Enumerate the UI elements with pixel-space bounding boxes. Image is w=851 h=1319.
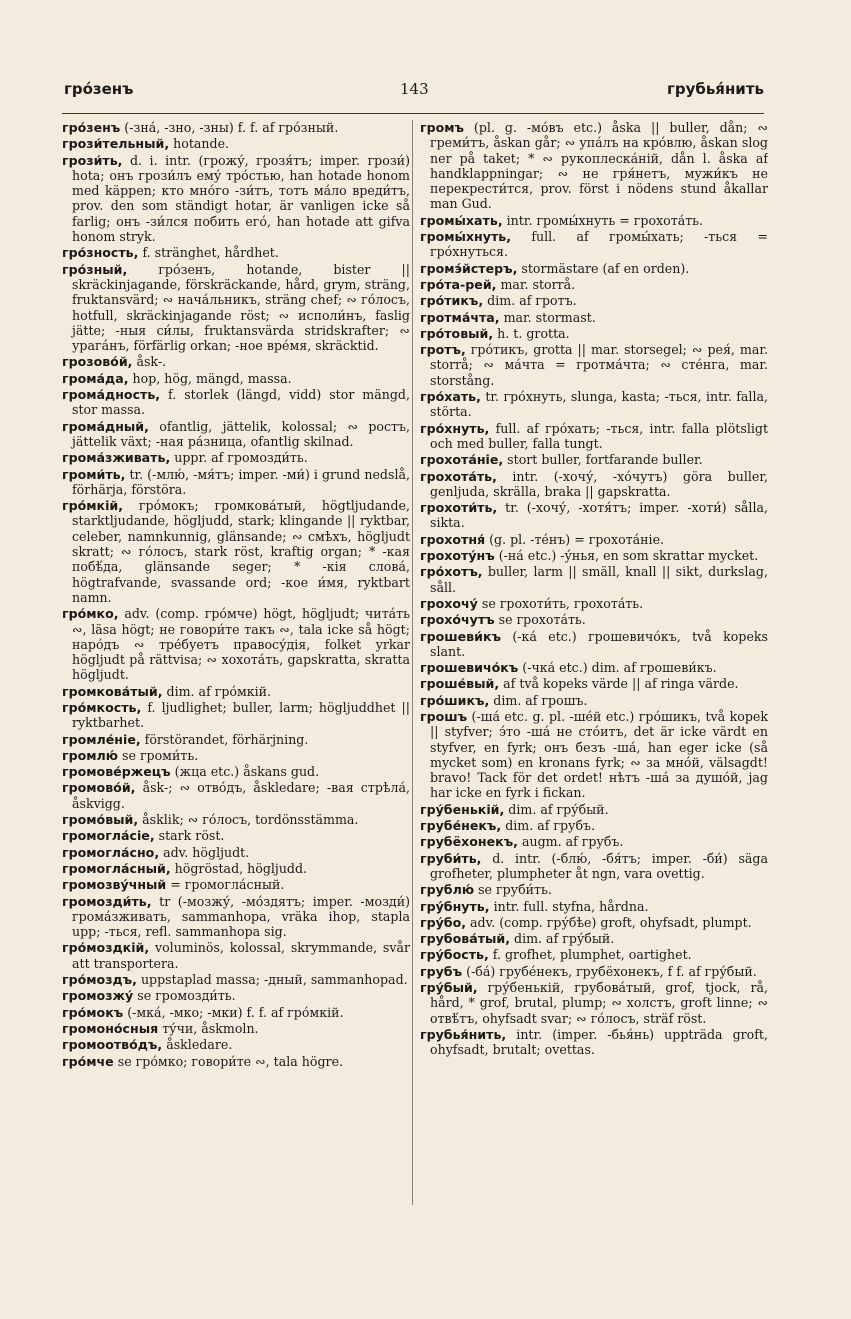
entry-definition: (жца etc.) åskans gud.	[170, 764, 320, 780]
dictionary-entry	[62, 262, 410, 354]
entry-headword: гру́бо,	[420, 914, 467, 930]
entry-headword: гротъ,	[420, 342, 466, 358]
header-left-guideword: гро́зенъ	[64, 80, 134, 98]
entry-definition: гру́бенькій, грубова́тый, grof, tjock, rå, hård, * grof, brutal, plump; ∾ холстъ, groft linne; ∾ отвѣ́тъ, ohyfsadt svar; ∾ го́лосъ, sträf röst.	[430, 980, 768, 1026]
entry-headword: грома́дность,	[62, 387, 161, 403]
dictionary-entry	[62, 861, 410, 876]
entry-headword: громлю́	[62, 747, 119, 763]
entry-definition: (-на́ etc.) -у́нья, en som skrattar mycket.	[494, 548, 759, 564]
entry-headword: громы́хнуть,	[420, 229, 512, 245]
entry-headword: грохочу́	[420, 595, 478, 611]
dictionary-entry	[62, 894, 410, 940]
entry-definition: högröstad, högljudd.	[170, 860, 308, 876]
dictionary-entry	[62, 1005, 410, 1020]
header-right-guideword: грубья́нить	[667, 80, 764, 98]
dictionary-entry	[62, 387, 410, 418]
dictionary-entry	[420, 500, 768, 531]
entry-definition: = громогла́сный.	[166, 877, 285, 893]
entry-definition: full. af громы́хать; -ться = гро́хнуться.	[430, 229, 768, 260]
entry-definition: f. storlek (längd, vidd) stor mängd, stor massa.	[72, 387, 410, 418]
dictionary-entry	[62, 845, 410, 860]
entry-definition: tr. гро́хнуть, slunga, kasta; -ться, intr. falla, störta.	[430, 389, 768, 420]
entry-definition: hop, hög, mängd, massa.	[128, 370, 292, 386]
entry-headword: грошевичо́къ	[420, 660, 519, 676]
entry-definition: (-ба́) грубе́некъ, грубёхонекъ, f f. af гру́бый.	[462, 963, 757, 979]
entry-definition: full. af гро́хать; -ться, intr. falla plötsligt och med buller, falla tungt.	[430, 420, 768, 451]
dictionary-entry	[62, 780, 410, 811]
entry-headword: громи́ть,	[62, 466, 126, 482]
dictionary-entry	[62, 748, 410, 763]
entry-definition: adv. (comp. гро́мче) högt, högljudt; чита́ть ∾, läsa högt; не говори́те такъ ∾, tala icke så högt; наро́дъ ∾ тре́буетъ правосу́дія, folket yrkar högljudt på rättvisa; ∾ хохота́ть, gapskratta, skratta högljudt.	[72, 606, 410, 683]
right-column	[420, 120, 768, 1205]
entry-definition: se громи́ть.	[118, 747, 199, 763]
dictionary-entry	[62, 419, 410, 450]
entry-definition: hotande.	[169, 136, 230, 152]
page-header	[64, 80, 764, 106]
entry-headword: гро́моздъ,	[62, 972, 137, 988]
dictionary-entry	[62, 371, 410, 386]
dictionary-entry	[420, 818, 768, 833]
entry-headword: громъ	[420, 120, 465, 135]
dictionary-entry	[420, 229, 768, 260]
entry-definition: voluminös, kolossal, skrymmande, svår att transportera.	[72, 940, 410, 971]
entry-definition: adv. högljudt.	[159, 844, 250, 860]
dictionary-entry	[420, 548, 768, 563]
left-column	[62, 120, 410, 1205]
entry-headword: грози́тельный,	[62, 136, 170, 152]
dictionary-entry	[62, 940, 410, 971]
dictionary-entry	[420, 676, 768, 691]
entry-headword: громозди́ть,	[62, 893, 152, 909]
dictionary-entry	[420, 802, 768, 817]
entry-definition: se грохота́ть.	[494, 612, 586, 628]
dictionary-entry	[420, 469, 768, 500]
entry-headword: громогла́сіе,	[62, 828, 155, 844]
entry-definition: tr. (-млю́, -мя́тъ; imper. -ми́) i grund nedslå, förhärja, förstöra.	[72, 466, 410, 497]
entry-headword: гро́мко,	[62, 606, 119, 622]
entry-headword: грохота́ть,	[420, 468, 497, 484]
entry-definition: mar. storrå.	[496, 276, 576, 292]
entry-headword: гро́моздкій,	[62, 940, 150, 956]
entry-definition: intr. (-хочу́, -хо́чутъ) göra buller, genljuda, skrälla, braka || gapskratta.	[430, 468, 768, 499]
entry-definition: tr. (-хочу́, -хотя́тъ; imper. -хоти́) sålla, sikta.	[430, 500, 768, 531]
dictionary-entry	[420, 629, 768, 660]
entry-definition: tr (-мозжу́, -мо́здятъ; imper. -мозди́) грома́зживать, sammanhopa, vräka ihop, stapla upp; -ться, refl. sammanhopa sig.	[72, 893, 410, 940]
dictionary-entry	[420, 596, 768, 611]
entry-headword: гро́товый,	[420, 325, 494, 341]
entry-headword: грубъ	[420, 963, 463, 979]
dictionary-entry	[420, 931, 768, 946]
dictionary-entry	[62, 812, 410, 827]
entry-definition: d. intr. (-блю́, -бя́тъ; imper. -би́) säga grofheter, plumpheter åt ngn, vara ovettig.	[430, 850, 768, 881]
entry-definition: uppr. af громозди́ть.	[170, 450, 308, 466]
dictionary-entry	[420, 326, 768, 341]
entry-headword: громкова́тый,	[62, 683, 163, 699]
entry-definition: stark röst.	[154, 828, 225, 844]
dictionary-entry	[420, 899, 768, 914]
entry-definition: intr. громы́хнуть = грохота́ть.	[502, 212, 704, 228]
dictionary-entry	[420, 660, 768, 675]
entry-headword: гру́бый,	[420, 980, 478, 996]
entry-headword: грохота́ніе,	[420, 452, 504, 468]
entry-definition: åsk-; ∾ отво́дъ, åskledare; -вая стрѣла́, åskvigg.	[72, 780, 410, 811]
dictionary-entry	[420, 1027, 768, 1058]
entry-headword: громоно́сныя	[62, 1020, 159, 1036]
entry-definition: se груби́ть.	[474, 882, 552, 898]
dictionary-entry	[62, 1037, 410, 1052]
entry-definition: af två kopeks värde || af ringa värde.	[499, 676, 739, 692]
entry-headword: грохоти́ть,	[420, 500, 498, 516]
entry-definition: mar. stormast.	[499, 309, 596, 325]
entry-headword: гро́мокъ	[62, 1004, 124, 1020]
dictionary-entry	[62, 684, 410, 699]
entry-headword: гро́зный,	[62, 261, 128, 277]
entry-definition: dim. af грошъ.	[489, 692, 588, 708]
column-divider	[412, 120, 413, 1205]
dictionary-entry	[62, 1021, 410, 1036]
entry-headword: гро́хотъ,	[420, 564, 483, 580]
entry-definition: intr. full. styfna, hårdna.	[489, 898, 649, 914]
entry-headword: грубе́некъ,	[420, 818, 502, 834]
entry-headword: гро́тикъ,	[420, 293, 484, 309]
entry-headword: грохо́чутъ	[420, 612, 495, 628]
dictionary-entry	[420, 709, 768, 801]
dictionary-entry	[420, 964, 768, 979]
entry-headword: громэ́йстеръ,	[420, 260, 518, 276]
entry-definition: (pl. g. -мо́въ etc.) åska || buller, dån; ∾ греми́тъ, åskan går; ∾ упа́лъ на кро́влю, åskan slog ner på taket; * ∾ рукоплеска́ній, dån l. åska af handklappningar; ∾ не гря́нетъ, мужи́къ не перекрести́тся, prov. först i nödens stund åkallar man Gud.	[430, 120, 768, 212]
entry-headword: грома́дный,	[62, 418, 149, 434]
entry-definition: se громозди́ть.	[133, 988, 236, 1004]
header-rule	[62, 113, 764, 114]
entry-definition: åskledare.	[162, 1037, 233, 1053]
dictionary-entry	[62, 764, 410, 779]
entry-headword: гроше́вый,	[420, 676, 500, 692]
entry-headword: грублю́	[420, 882, 475, 898]
dictionary-entry	[62, 136, 410, 151]
entry-definition: f. grofhet, plumphet, oartighet.	[488, 947, 692, 963]
entry-headword: грозово́й,	[62, 354, 133, 370]
dictionary-entry	[420, 342, 768, 388]
entry-definition: ту́чи, åskmoln.	[158, 1020, 259, 1036]
entry-headword: громо́вый,	[62, 812, 139, 828]
entry-definition: (-ка́ etc.) грошевичо́къ, två kopeks slant.	[430, 628, 768, 659]
dictionary-entry	[62, 450, 410, 465]
entry-definition: stort buller, fortfarande buller.	[503, 452, 703, 468]
entry-headword: гро́хать,	[420, 389, 481, 405]
entry-definition: f. stränghet, hårdhet.	[138, 245, 279, 261]
dictionary-entry	[62, 354, 410, 369]
entry-headword: гро́мкій,	[62, 498, 124, 514]
entry-headword: грохотня́	[420, 531, 486, 547]
entry-definition: buller, larm || smäll, knall || sikt, durkslag, såll.	[430, 564, 768, 595]
entry-headword: грошеви́къ	[420, 628, 501, 644]
entry-headword: грошъ	[420, 708, 468, 724]
entry-headword: грубья́нить,	[420, 1026, 507, 1042]
dictionary-entry	[420, 213, 768, 228]
entry-headword: грубова́тый,	[420, 931, 511, 947]
dictionary-entry	[420, 693, 768, 708]
entry-headword: гру́бнуть,	[420, 898, 490, 914]
entry-definition: dim. af гру́бый.	[504, 801, 609, 817]
entry-headword: гру́бость,	[420, 947, 489, 963]
entry-headword: гро́та-рей,	[420, 276, 497, 292]
entry-definition: adv. (comp. гру́бѣе) groft, ohyfsadt, plumpt.	[466, 914, 752, 930]
dictionary-entry	[62, 606, 410, 682]
entry-definition: f. ljudlighet; buller, larm; högljuddhet || ryktbarhet.	[72, 699, 410, 731]
entry-definition: se грохоти́ть, грохота́ть.	[477, 595, 644, 611]
entry-headword: груби́ть,	[420, 850, 482, 866]
entry-headword: гро́мче	[62, 1053, 114, 1069]
dictionary-entry	[420, 915, 768, 930]
entry-headword: громогла́сно,	[62, 844, 160, 860]
entry-definition: uppstaplad massa; -дный, sammanhopad.	[136, 972, 408, 988]
dictionary-entry	[62, 498, 410, 605]
dictionary-entry	[420, 882, 768, 897]
entry-headword: гро́шикъ,	[420, 692, 490, 708]
dictionary-entry	[420, 980, 768, 1026]
dictionary-entry	[62, 467, 410, 498]
entry-definition: augm. af грубъ.	[517, 834, 624, 850]
dictionary-entry	[62, 877, 410, 892]
entry-headword: гротма́чта,	[420, 309, 500, 325]
entry-definition: гро́мокъ; громкова́тый, högtljudande, starktljudande, högljudd, stark; klingande || ryktbar, celeber, namnkunnig, glänsande; ∾ смѣхъ, högljudt skratt; ∾ го́лосъ, stark röst, kraftig organ; * -кая побѣ́да, glänsande seger; * -кія слова́, högtrafvande, svassande ord; -кое и́мя, ryktbart namn.	[72, 498, 410, 605]
entry-definition: förstörandet, förhärjning.	[140, 731, 309, 747]
entry-headword: грози́ть,	[62, 152, 123, 168]
entry-definition: (-ша́ etc. g. pl. -ше́й etc.) гро́шикъ, två kopek || styfver; э́то -ша́ не сто́итъ, det är icke värdt en styfver, en fyrk; онъ безъ -ша́, han eger icke (så mycket som) en kronans fyrk; ∾ за мно́й, välsagdt! bravo! Tack för det ordet! нѣтъ -ша́ за душо́й, jag har icke en fyrk i fickan.	[430, 708, 768, 801]
entry-definition: гро́зенъ, hotande, bister || skräckinjagande, förskräckande, hård, grym, sträng, fruktansvärd; ∾ нача́льникъ, sträng chef; ∾ го́лосъ, hotfull, skräckinjagande röst; ∾ исполи́нъ, faslig jätte; -ныя си́лы, fruktansvärda stridskrafter; ∾ урага́нъ, förfärlig orkan; -ное вре́мя, skräcktid.	[72, 261, 410, 354]
dictionary-entry	[62, 828, 410, 843]
entry-definition: (-чка́ etc.) dim. af грошеви́къ.	[518, 660, 717, 676]
entry-definition: dim. af гру́бый.	[510, 931, 615, 947]
entry-headword: грохоту́нъ	[420, 548, 495, 564]
entry-definition: (-мка́, -мко; -мки) f. f. af гро́мкій.	[123, 1004, 344, 1020]
entry-headword: гро́мкость,	[62, 699, 142, 715]
entry-headword: громове́ржецъ	[62, 764, 171, 780]
dictionary-entry	[420, 120, 768, 212]
entry-definition: (g. pl. -те́нъ) = грохота́ніе.	[485, 531, 665, 547]
entry-definition: stormästare (af en orden).	[517, 260, 690, 276]
dictionary-entry	[420, 532, 768, 547]
dictionary-entry	[420, 261, 768, 276]
dictionary-entry	[420, 947, 768, 962]
page-number: 143	[400, 80, 429, 98]
dictionary-entry	[62, 700, 410, 731]
dictionary-entry	[420, 834, 768, 849]
entry-headword: грома́зживать,	[62, 450, 171, 466]
entry-headword: громово́й,	[62, 780, 136, 796]
dictionary-entry	[420, 310, 768, 325]
entry-definition: d. i. intr. (грожу́, грозя́тъ; imper. грози́) hota; онъ грози́лъ ему́ тро́стью, han hotade honom med käppen; кто мно́го -зи́тъ, тотъ ма́ло вреди́тъ, prov. den som ständigt hotar, är vanligen icke så farlig; онъ -зи́лся побить его́, han hotade att gifva honom stryk.	[72, 152, 410, 245]
dictionary-entry	[420, 851, 768, 882]
dictionary-entry	[62, 972, 410, 987]
entry-definition: (-зна́, -зно, -зны) f. f. af гро́зный.	[120, 120, 339, 135]
entry-definition: dim. af гро́мкій.	[162, 683, 272, 699]
entry-headword: грубёхонекъ,	[420, 834, 518, 850]
dictionary-entry	[420, 389, 768, 420]
dictionary-entry	[420, 612, 768, 627]
entry-definition: åsklik; ∾ го́лосъ, tordönsstämma.	[138, 812, 359, 828]
dictionary-entry	[62, 988, 410, 1003]
entry-headword: громозжу́	[62, 988, 134, 1004]
entry-definition: intr. (imper. -бья́нь) uppträda groft, ohyfsadt, brutalt; ovettas.	[430, 1026, 768, 1058]
entry-headword: гро́хнуть,	[420, 420, 490, 436]
dictionary-entry	[420, 452, 768, 467]
entry-definition: åsk-.	[132, 354, 167, 370]
entry-headword: громоотво́дъ,	[62, 1037, 163, 1053]
entry-headword: громы́хать,	[420, 212, 503, 228]
entry-definition: гро́тикъ, grotta || mar. storsegel; ∾ рея́, mar. storrå; ∾ ма́чта = гротма́чта; ∾ сте́нга, mar. storstång.	[430, 342, 768, 388]
dictionary-entry	[420, 293, 768, 308]
entry-definition: h. t. grotta.	[493, 325, 570, 341]
entry-headword: громле́ніе,	[62, 731, 141, 747]
dictionary-entry	[420, 277, 768, 292]
dictionary-entry	[62, 153, 410, 245]
entry-definition: ofantlig, jättelik, kolossal; ∾ ростъ, jättelik växt; -ная ра́зница, ofantlig skilnad.	[72, 418, 410, 449]
dictionary-entry	[420, 421, 768, 452]
entry-definition: se гро́мко; говори́те ∾, tala högre.	[113, 1053, 344, 1069]
dictionary-entry	[420, 564, 768, 595]
entry-headword: громозву́чный	[62, 877, 167, 893]
dictionary-entry	[62, 245, 410, 260]
entry-definition: dim. af гротъ.	[483, 293, 577, 309]
entry-definition: dim. af грубъ.	[501, 818, 596, 834]
entry-headword: громогла́сный,	[62, 860, 171, 876]
entry-headword: грома́да,	[62, 370, 129, 386]
dictionary-entry	[62, 732, 410, 747]
entry-headword: гро́зенъ	[62, 120, 121, 135]
entry-headword: гро́зность,	[62, 245, 139, 261]
dictionary-entry	[62, 1054, 410, 1069]
entry-headword: гру́бенькій,	[420, 801, 505, 817]
dictionary-entry	[62, 120, 410, 135]
